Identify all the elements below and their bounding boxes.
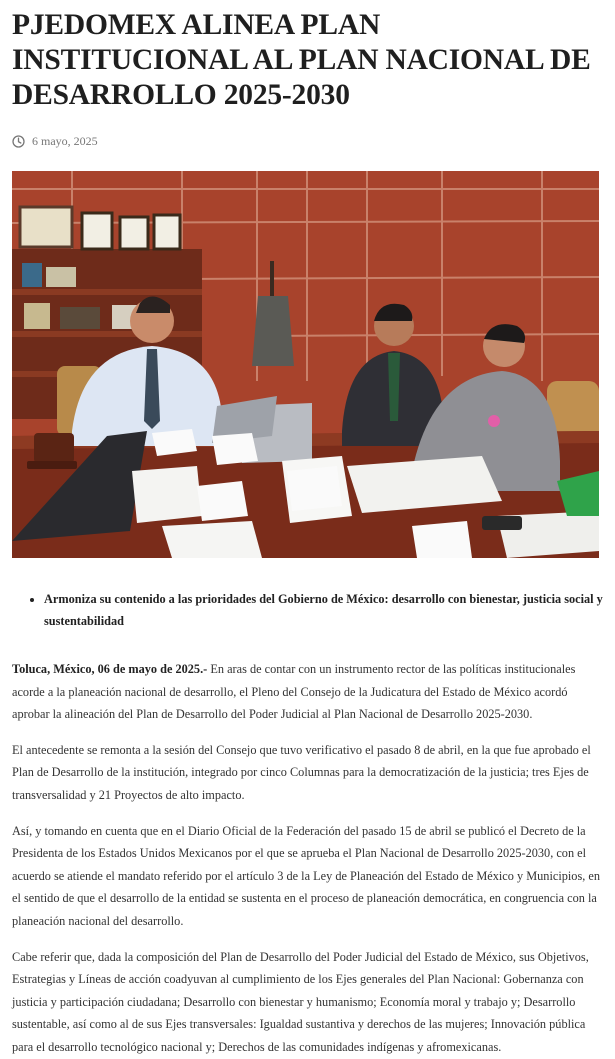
paragraph-text: El antecedente se remonta a la sesión del Consejo que tuvo verificativo el pasado 8 de abril, en la que fue aprobado el Plan de Desarrollo de la institución, integrado por cinco Columnas para la democratización de la justicia; tres Ejes de transversalidad y 21 Proyectos de alto impacto. [12, 742, 591, 802]
paragraph-text: En aras de contar con un instrumento rector de las políticas institucionales acorde a la planeación nacional de desarrollo, el Pleno del Consejo de la Judicatura del Estado de México acordó aprobar la alineación del Plan de Desarrollo del Poder Judicial al Plan Nacional de Desarrollo 2025-2030. [12, 662, 576, 722]
meeting-photo[interactable] [12, 171, 599, 558]
article-bullets [44, 588, 603, 632]
clock-icon [12, 135, 25, 148]
paragraph-1 [12, 658, 603, 726]
article-meta [12, 134, 603, 149]
paragraph-lead: Toluca, México, 06 de mayo de 2025.- [12, 662, 208, 676]
paragraph-text: Cabe referir que, dada la composición del Plan de Desarrollo del Poder Judicial del Estado de México, sus Objetivos, Estrategias y Líneas de acción coadyuvan al cumplimiento de los Ejes generales del Plan Nacional: Gobernanza con justicia y participación ciudadana; Desarrollo con bienestar y humanismo; Economía moral y trabajo y; Desarrollo sustentable, así como al de sus Ejes transversales: Igualdad sustantiva y derechos de las mujeres; Innovación pública para el desarrollo tecnológico nacional y; Derechos de las comunidades indígenas y afromexicanas. [12, 949, 589, 1054]
paragraph-4 [12, 946, 603, 1059]
paragraph-2 [12, 739, 603, 807]
article-title: PJEDOMEX ALINEA PLAN INSTITUCIONAL AL PLAN NACIONAL DE DESARROLLO 2025-2030 [12, 9, 591, 111]
paragraph-text: Así, y tomando en cuenta que en el Diario Oficial de la Federación del pasado 15 de abril se publicó el Decreto de la Presidenta de los Estados Unidos Mexicanos por el que se aprueba el Plan Nacional de Desarrollo 2025-2030, con el acuerdo se atiende el mandato referido por el artículo 3 de la Ley de Planeación del Estado de México y Municipios, en el sentido de que el desarrollo de la entidad se sustenta en el proceso de planeación democrática, en congruencia con la planeación nacional del desarrollo. [12, 823, 600, 928]
paragraph-3 [12, 820, 603, 933]
article-date: 6 mayo, 2025 [32, 134, 98, 148]
list-item: • Armoniza su contenido a las prioridades del Gobierno de México: desarrollo con bienestar, justicia social y sustentabilidad [44, 588, 603, 632]
article-body [12, 658, 603, 1059]
